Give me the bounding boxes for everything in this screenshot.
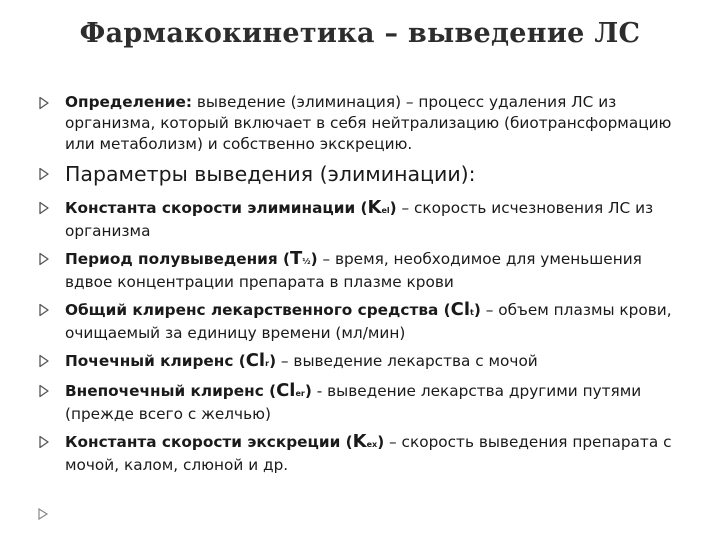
param-desc: – скорость выведения препарата с мочой, калом, слюной и др. xyxy=(65,433,672,474)
bullet-icon xyxy=(38,354,50,368)
definition-item xyxy=(38,92,686,155)
param-list xyxy=(38,197,686,476)
param-subscript: ex xyxy=(366,440,378,449)
param-desc: - выведение лекарства другими путями (прежде всего с желчью) xyxy=(65,382,642,423)
bullet-icon xyxy=(38,252,50,266)
params-heading: Параметры выведения (элиминации): xyxy=(65,162,476,186)
param-text xyxy=(65,431,686,476)
param-subscript: r xyxy=(265,359,270,368)
param-item xyxy=(38,350,686,374)
param-desc: – скорость исчезновения ЛС из организма xyxy=(65,199,654,240)
param-desc: – время, необходимое для уменьшения вдвое концентрации препарата в плазме крови xyxy=(65,250,642,291)
param-symbol: Cl xyxy=(276,380,296,401)
bullet-icon xyxy=(38,96,50,110)
param-term-close: ) xyxy=(310,250,318,268)
param-subscript: el xyxy=(381,206,390,215)
param-symbol: Cl xyxy=(245,350,266,371)
param-term: Внепочечный клиренс ( xyxy=(65,382,277,400)
param-subscript: t xyxy=(470,308,474,317)
params-heading-item xyxy=(38,161,686,187)
param-subscript: ½ xyxy=(302,257,311,266)
param-term: Период полувыведения ( xyxy=(65,250,291,268)
param-item xyxy=(38,248,686,293)
param-term: Константа скорости элиминации ( xyxy=(65,199,368,217)
definition-body: выведение (элиминация) – процесс удаления ЛС из организма, который включает в себя нейтрализацию (биотрансформацию или метаболизм) и собственно экскрецию. xyxy=(65,93,672,153)
definition-term: Определение: xyxy=(65,93,192,111)
bullet-icon xyxy=(38,435,50,449)
definition-text xyxy=(65,92,686,155)
param-term: Общий клиренс лекарственного средства ( xyxy=(65,301,451,319)
param-item xyxy=(38,431,686,476)
param-item xyxy=(38,197,686,242)
nav-arrow-icon[interactable] xyxy=(36,506,50,520)
slide-content xyxy=(38,92,686,482)
param-term-close: ) xyxy=(377,433,385,451)
param-term-close: ) xyxy=(269,352,277,370)
slide-title: Фармакокинетика – выведение ЛС xyxy=(79,18,641,49)
param-term-close: ) xyxy=(473,301,481,319)
param-symbol: K xyxy=(352,431,367,452)
param-desc: – выведение лекарства с мочой xyxy=(276,352,538,370)
param-desc: – объем плазмы крови, очищаемый за единицу времени (мл/мин) xyxy=(65,301,672,342)
param-symbol: K xyxy=(367,197,382,218)
bullet-icon xyxy=(38,167,50,181)
param-text xyxy=(65,197,686,242)
param-term: Константа скорости экскреции ( xyxy=(65,433,353,451)
param-term-close: ) xyxy=(304,382,312,400)
bullet-icon xyxy=(38,201,50,215)
param-text xyxy=(65,350,686,374)
bullet-icon xyxy=(38,303,50,317)
param-item xyxy=(38,299,686,344)
param-text xyxy=(65,299,686,344)
param-term: Почечный клиренс ( xyxy=(65,352,246,370)
bullet-icon xyxy=(38,384,50,398)
param-item xyxy=(38,380,686,425)
param-symbol: Cl xyxy=(450,299,471,320)
param-subscript: er xyxy=(295,389,305,398)
param-text xyxy=(65,380,686,425)
param-symbol: T xyxy=(290,248,303,269)
param-text xyxy=(65,248,686,293)
param-term-close: ) xyxy=(389,199,397,217)
